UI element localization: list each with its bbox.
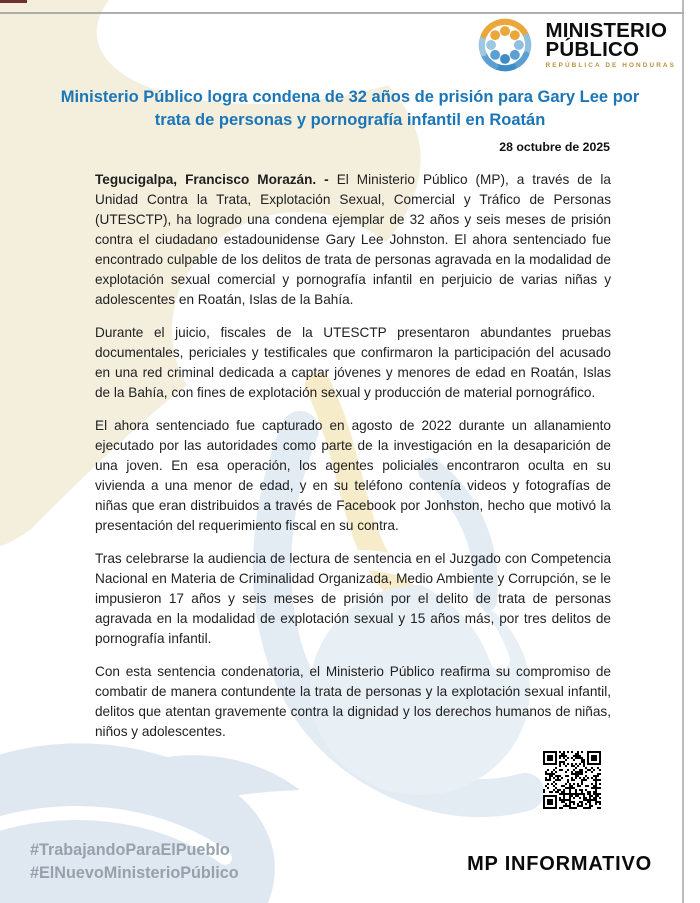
hashtag-trabajando: #TrabajandoParaElPueblo: [30, 841, 230, 859]
logo-name-line2: PÚBLICO: [545, 38, 640, 61]
mp-logo-ring: [473, 13, 537, 77]
paragraph-1-text: El Ministerio Público (MP), a través de la Unidad Contra la Trata, Explotación Sexual, Comercial y Tráfico de Personas (UTESCTP), ha logrado una condena ejemplar de 32 años y seis meses de prisión contra el ciudadano estadounidense Gary Lee Johnston. El ahora sentenciado fue encontrado culpable de los delitos de trata de personas agravada en la modalidad de explotación sexual comercial y pornografía infantil en perjuicio de varias niñas y adolescentes en Roatán, Islas de la Bahía.: [95, 172, 611, 307]
logo-tagline: REPÚBLICA DE HONDURAS: [545, 62, 676, 69]
right-border-line: [682, 0, 684, 903]
paragraph-1: [95, 170, 611, 310]
logo-name: [546, 21, 677, 59]
paragraph-4: Tras celebrarse la audiencia de lectura de sentencia en el Juzgado con Competencia Nacional en Materia de Criminalidad Organizada, Medio Ambiente y Corrupción, se le impusieron 17 años y seis meses de prisión por el delito de trata de personas agravada en la modalidad de explotación sexual y 15 años más, por tres delitos de pornografía infantil.: [95, 551, 611, 646]
qr-code: [543, 751, 601, 809]
hashtag-nuevo-mp: #ElNuevoMinisterioPúblico: [30, 864, 239, 882]
scan-artifact-mark: [0, 0, 27, 3]
logo-name-line1: MINISTERIO: [545, 19, 668, 42]
paragraph-3: El ahora sentenciado fue capturado en agosto de 2022 durante un allanamiento ejecutado por las autoridades como parte de la investigación en la desaparición de una joven. En esa operación, los agentes policiales encontraron oculta en su vivienda a una menor de edad, y en su teléfono contenía videos y fotografías de niñas que eran distribuidos a través de Facebook por Jonhston, hecho que motivó la presentación del requerimiento fiscal en su contra.: [95, 418, 611, 533]
header: [473, 13, 677, 77]
dateline-lead: Tegucigalpa, Francisco Morazán. -: [95, 172, 329, 187]
logo-wordmark: [546, 21, 677, 69]
footer-brand: MP INFORMATIVO: [467, 853, 652, 875]
qr-wrap: [543, 751, 601, 809]
footer: [0, 831, 700, 903]
paragraph-5: Con esta sentencia condenatoria, el Ministerio Público reafirma su compromiso de combatir de manera contundente la trata de personas y la explotación sexual infantil, delitos que atentan gravemente contra la dignidad y los derechos humanos de niñas, niños y adolescentes.: [95, 664, 611, 739]
article-body: [95, 170, 611, 755]
dateline-date: 28 octubre de 2025: [499, 140, 610, 154]
footer-hashtags: [30, 839, 239, 885]
headline: Ministerio Público logra condena de 32 años de prisión para Gary Lee por trata de personas y pornografía infantil en Roatán: [60, 88, 640, 130]
paragraph-2: Durante el juicio, fiscales de la UTESCTP presentaron abundantes pruebas documentales, periciales y testificales que confirmaron la participación del acusado en una red criminal dedicada a captar jóvenes y menores de edad en Roatán, Islas de la Bahía, con fines de explotación sexual y producción de material pornográfico.: [95, 325, 611, 400]
